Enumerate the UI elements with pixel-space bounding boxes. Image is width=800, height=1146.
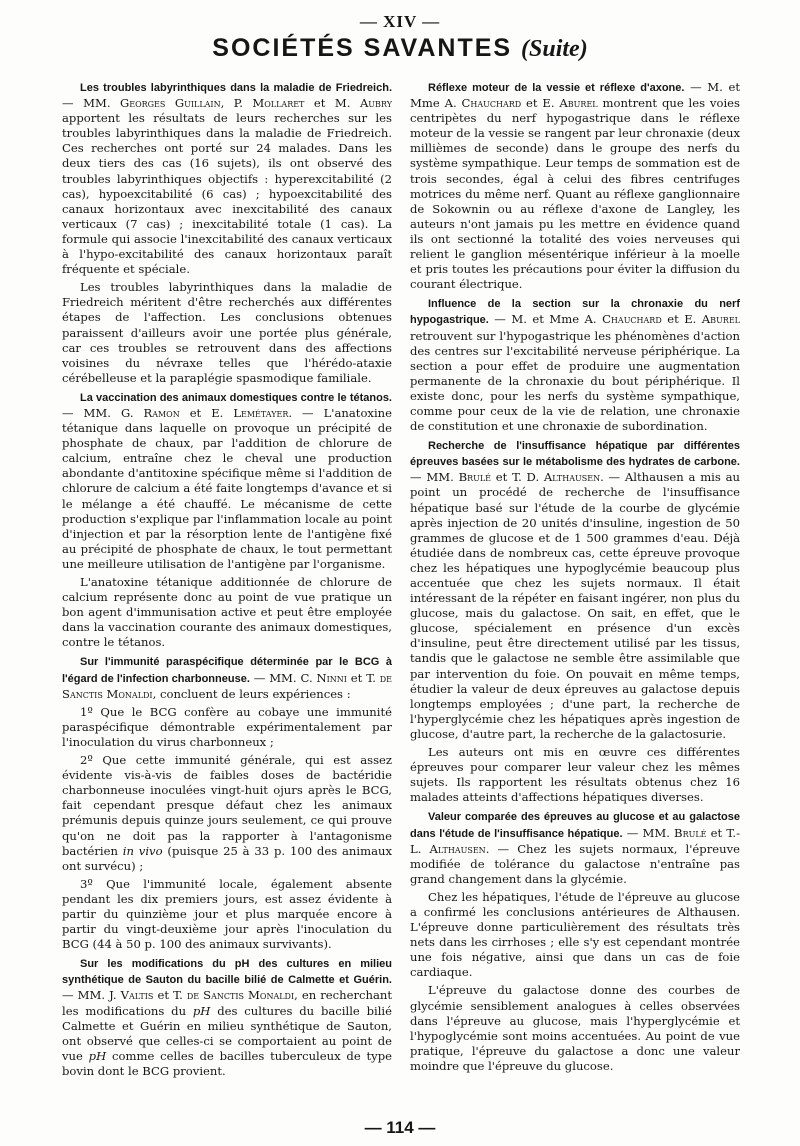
article-conj: et — [346, 670, 367, 685]
article-conj: et — [706, 825, 727, 840]
article-title: Recherche de l'insuffisance hépatique par différentes épreuves basées sur le métabolisme des hydrates de carbone. — [410, 440, 740, 469]
roman-page-number: — XIV — — [359, 12, 441, 31]
article-body: , concluent de leurs expériences : — [152, 686, 351, 701]
page-number: — 114 — — [364, 1118, 436, 1137]
ph-symbol: pH — [88, 1048, 107, 1063]
article-authors: A. Chauchard — [444, 96, 522, 111]
article-authors: T. de Sanctis Monaldi — [62, 670, 392, 701]
article-paragraph: L'anatoxine tétanique additionnée de chlorure de calcium représente donc au point de vue pratique un bon agent d'immunisation active et peut être employée dans la vaccination courante des animaux domestiques, contre le tétanos. — [62, 575, 392, 650]
article-dash: — MM. — [62, 988, 110, 1003]
article-title: Sur les modifications du pH des cultures en milieu synthétique de Sauton du bacille bilié de Calmette et Guérin. — [62, 958, 392, 987]
article-conj: et — [521, 96, 543, 111]
list-item-text: (puisque 25 à 33 p. 100 des animaux ont survécu) ; — [62, 843, 392, 873]
article-paragraph: Chez les hépatiques, l'étude de l'épreuve au glucose a confirmé les conclusions antérieures de Althausen. L'épreuve donne particulièrement des résultats très nets dans les cirrhoses ; elle s'y est cependant montrée une fois négative, ainsi que dans un cas de foie cardiaque. — [410, 889, 740, 980]
left-column — [62, 76, 392, 1116]
article-reflexe-vessie — [410, 80, 740, 292]
article-title: Sur l'immunité paraspécifique déterminée par le BCG à l'égard de l'infection charbonneuse. — [62, 656, 392, 685]
article-body: retrouvent sur l'hypogastrique les phénomènes d'action des centres sur l'excitabilité nerveuse périphérique. La section a pour effet de produire une augmentation permanente de la chronaxie du bout périphérique. Il existe donc, pour les nerfs du système sympathique, comme pour ceux de la vie de relation, une chronaxie de constitution et une chronaxie de subordination. — [410, 328, 740, 434]
right-column — [410, 76, 740, 1116]
ph-symbol: pH — [192, 1003, 211, 1018]
article-conj: et — [661, 312, 685, 327]
article-dash: — MM. — [62, 405, 121, 420]
article-authors: C. Ninni — [300, 670, 347, 685]
article-bcg-charbon — [62, 654, 392, 701]
article-authors: Brulé — [674, 825, 707, 840]
article-title: Valeur comparée des épreuves au glucose et au galactose dans l'étude de l'insuffisance hépatique. — [410, 811, 740, 840]
article-dash: — MM. — [249, 670, 301, 685]
article-authors: Aubry — [359, 96, 392, 111]
article-body: . — L'anatoxine tétanique dans laquelle on provoque un précipité de phosphate de chaux, par l'addition de chlorure de calcium, entraîne chez le cheval une production abondante d'antitoxine spécifique même si l'addition de chlorure de calcium a été faite longtemps d'avance et si le mélange a été chauffé. Le mécanisme de cette production s'explique par l'inflammation locale au point d'injection et par la résorption lente de l'antigène fixé au précipité de phosphate de chaux, le tout permettant une meilleure utilisation de l'antigène par l'organisme. — [62, 405, 392, 571]
article-dash: — M. et Mme — [488, 312, 585, 327]
article-authors: T. D. Althausen — [512, 470, 601, 485]
article-body: comme celles de bacilles tuberculeux de type bovin dont le BCG provient. — [62, 1048, 392, 1078]
article-title: Influence de la section sur la chronaxie du nerf hypogastrique. — [410, 298, 740, 327]
article-title: La vaccination des animaux domestiques contre le tétanos. — [80, 391, 392, 404]
article-paragraph: Les auteurs ont mis en œuvre ces différentes épreuves pour comparer leur valeur chez les mêmes sujets. Ils rapportent les résultats obtenus chez 16 malades atteints d'affections hépatiques diverses. — [410, 745, 740, 805]
article-paragraph: Les troubles labyrinthiques dans la maladie de Friedreich méritent d'être recherchés aux différentes étapes de l'affection. Les conclusions obtenues paraissent d'ailleurs avoir une portée plus générale, car ces troubles se retrouvent dans des affections voisines du névraxe telles que l'hérédo-ataxie cérébelleuse et la paraplégie spasmodique familiale. — [62, 280, 392, 385]
list-item-text: 2º Que cette immunité générale, qui est assez évidente vis-à-vis de faibles doses de bactéridie charbonneuse inoculées vingt-huit ojurs après le BCG, fait cependant presque défaut chez les animaux prémunis depuis quinze jours seulement, ce qui prouve qu'on ne doit pas la rapporter à l'antagonisme bactérien — [62, 753, 392, 858]
article-authors: E. Aburel — [542, 96, 598, 111]
list-item-italic: in vivo — [122, 843, 163, 858]
article-dash: — MM. — [62, 96, 120, 111]
article-body: , en recherchant les modifications du — [62, 988, 392, 1018]
list-item: 1º Que le BCG confère au cobaye une immunité paraspécifique démontrable expérimentalement par l'inoculation du virus charbonneux ; — [62, 704, 392, 749]
article-authors: Georges Guillain, P. Mollaret — [119, 96, 305, 111]
article-body: des cultures du bacille bilié Calmette et Guérin en milieu synthétique de Sauton, ont observé que celles-ci se comportaient au point de vue — [62, 1003, 392, 1063]
article-tetanos — [62, 390, 392, 572]
article-authors: E. Aburel — [684, 312, 740, 327]
article-friedreich — [62, 80, 392, 277]
article-authors: G. Ramon — [120, 405, 180, 420]
article-paragraph: L'épreuve du galactose donne des courbes de glycémie sensiblement analogues à celles observées dans l'épreuve au glucose, mais l'hyperglycémie et l'hypoglycémie sont moins accentuées. Au point de vue pratique, l'épreuve du galactose a donc une valeur moindre que l'épreuve du glucose. — [410, 983, 740, 1073]
article-conj: et — [153, 988, 174, 1003]
article-title: Réflexe moteur de la vessie et réflexe d'axone. — [428, 82, 685, 94]
article-insuffisance-hepatique — [410, 438, 740, 742]
article-dash: — MM. — [410, 470, 459, 485]
article-authors: J. Valtis — [109, 988, 154, 1003]
article-dash: — MM. — [622, 825, 675, 840]
article-conj: et M. — [304, 96, 360, 111]
page-title — [0, 34, 800, 63]
article-authors: T.-L. Althausen — [410, 825, 740, 856]
article-authors: T. de Sanctis Monaldi — [173, 988, 295, 1003]
article-body: montrent que les voies centripètes du nerf hypogastrique dans le réflexe moteur de la vessie se rangent par leur chronaxie (deux millièmes de seconde) dans le groupe des nerfs du système sympathique. Leur temps de sommation est de trois secondes, égal à celui des fibres centrifuges motrices du même nerf. Quant au réflexe ganglionnaire de Sokownin ou au réflexe d'axone de Langley, les auteurs n'ont jamais pu les mettre en évidence quand ils ont sectionné la totalité des voies nerveuses qui relient le ganglion mésentérique inférieur à la moelle et pris toutes les précautions pour éviter la diffusion du courant électrique. — [410, 96, 740, 292]
article-body: . — Althausen a mis au point un procédé de recherche de l'insuffisance hépatique basé sur l'étude de la courbe de glycémie après injection de 20 unités d'insuline, ingestion de 50 grammes de glucose et de 1 500 grammes d'eau. Déjà étudiée dans de nombreux cas, cette épreuve provoque chez les hépatiques une hypoglycémie beaucoup plus accentuée que chez les sujets normaux. Il était intéressant de la répéter en faisant ingérer, non plus du glucose, mais du galactose. On sait, en effet, que le glucose, spécialement en présence d'un excès d'insuline, peut être directement utilisé par les tissus, tandis que le galactose ne semble être assimilable que par intervention du foie. On pouvait en même temps, étudier la valeur de deux épreuves au galactose depuis longtemps employées ; d'une part, la recherche de l'hyperglycémie chez les hépatiques après ingestion de glucose, d'autre part, la recherche de la galactosurie. — [410, 470, 740, 741]
list-item — [62, 753, 392, 874]
article-title: Les troubles labyrinthiques dans la maladie de Friedreich. — [80, 82, 392, 94]
article-chronaxie — [410, 296, 740, 434]
article-dash: — M. et Mme — [410, 80, 740, 111]
article-authors: E. Lemétayer — [211, 405, 289, 420]
article-body: . — Chez les sujets normaux, l'épreuve modifiée de tolérance du galactose n'entraîne pas grand changement dans la glycémie. — [410, 841, 740, 886]
title-suite: (Suite) — [521, 36, 588, 62]
article-glucose-galactose — [410, 809, 740, 886]
article-conj: et — [179, 405, 212, 420]
article-authors: Brulé — [458, 470, 492, 485]
article-conj: et — [491, 470, 513, 485]
article-ph-sauton — [62, 956, 392, 1079]
title-text: SOCIÉTÉS SAVANTES — [212, 34, 513, 62]
list-item: 3º Que l'immunité locale, également absente pendant les dix premiers jours, est assez évidente à partir du quinzième jour et plus marquée encore à partir du vingt-deuxième jour après l'inoculation du BCG (44 à 50 p. 100 des animaux survivants). — [62, 876, 392, 952]
article-authors: A. Chauchard — [584, 312, 662, 327]
article-body: apportent les résultats de leurs recherches sur les troubles labyrinthiques dans la maladie de Friedreich. Ces recherches ont porté sur 24 malades. Dans les deux tiers des cas (16 sujets), ils ont observé des troubles labyrinthiques objectifs : hyperexcitabilité (2 cas), hypoexcitabilité (6 cas) ; hypoexcitabilité des canaux horizontaux avec inexcitabilité des canaux verticaux (7 cas) ; inexcitabilité totale (1 cas). La formule qui associe l'inexcitabilité des canaux verticaux à l'hypo-excitabilité des canaux horizontaux paraît fréquente et spéciale. — [62, 111, 392, 277]
